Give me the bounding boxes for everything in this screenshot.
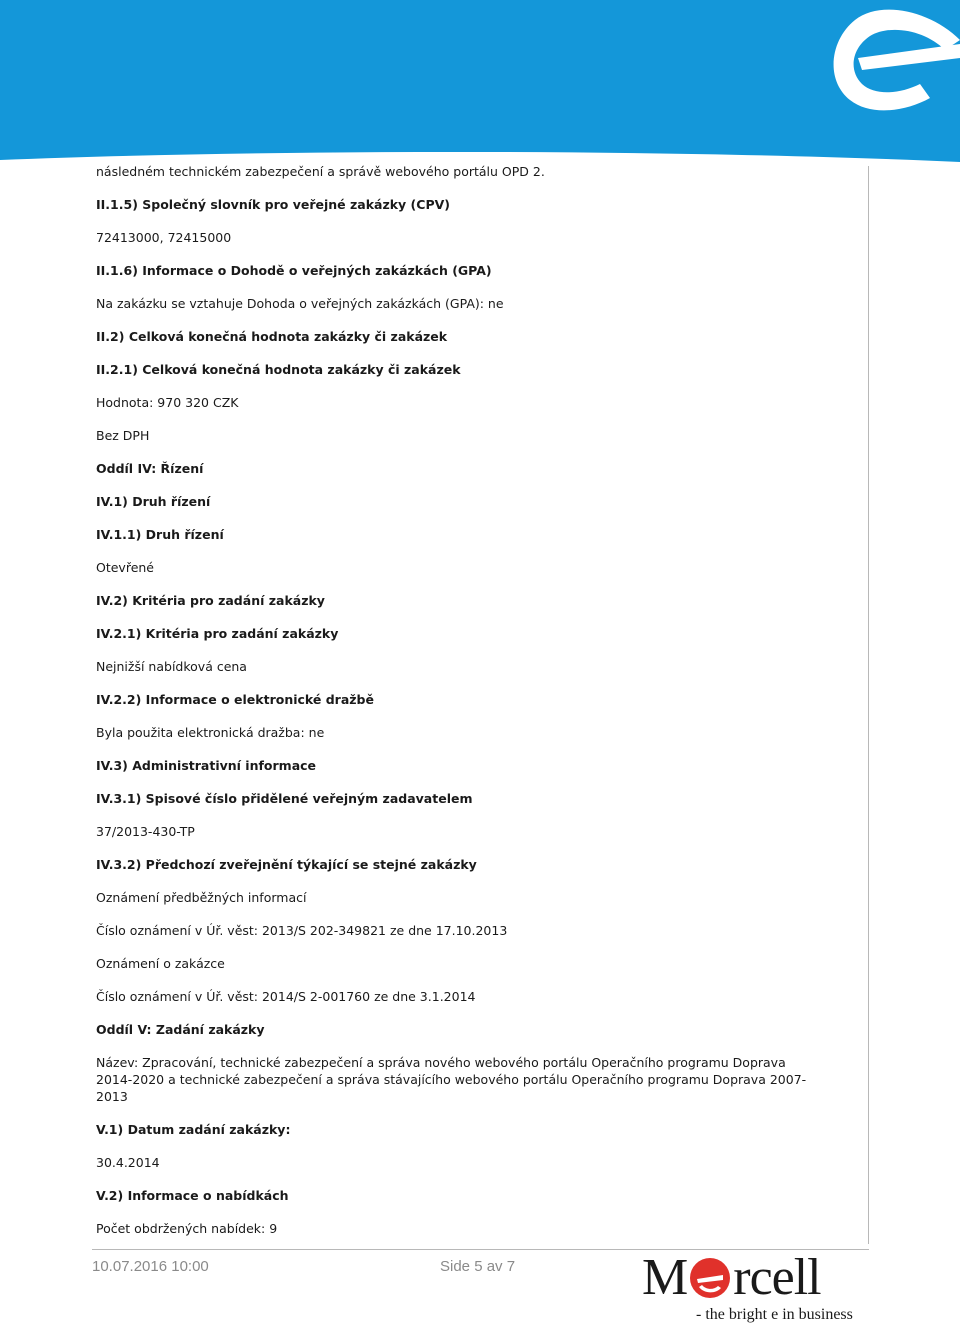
body-text: Název: Zpracování, technické zabezpečení a správa nového webového portálu Operačního programu Doprava 2014-2020 a technické zabezpečení a správa stávajícího webového portálu Operačního programu Doprava 2007-2013 bbox=[96, 1055, 807, 1104]
body-text: Hodnota: 970 320 CZK bbox=[96, 395, 239, 410]
body-text: 30.4.2014 bbox=[96, 1155, 160, 1170]
section-heading: II.2) Celková konečná hodnota zakázky či zakázek bbox=[96, 329, 448, 344]
section-heading: Oddíl IV: Řízení bbox=[96, 461, 204, 476]
section-heading: IV.1) Druh řízení bbox=[96, 494, 211, 509]
right-margin-rule bbox=[868, 166, 869, 1244]
header-background bbox=[0, 0, 960, 162]
body-text: Na zakázku se vztahuje Dohoda o veřejných zakázkách (GPA): ne bbox=[96, 296, 504, 311]
logo-e-icon bbox=[688, 1254, 732, 1298]
header-band bbox=[0, 0, 960, 162]
section-heading: IV.3.2) Předchozí zveřejnění týkající se stejné zakázky bbox=[96, 857, 477, 872]
body-text: následném technickém zabezpečení a správě webového portálu OPD 2. bbox=[96, 164, 545, 179]
body-text: Oznámení o zakázce bbox=[96, 956, 225, 971]
section-heading: II.2.1) Celková konečná hodnota zakázky či zakázek bbox=[96, 362, 461, 377]
body-text: Bez DPH bbox=[96, 428, 150, 443]
document-body bbox=[96, 163, 822, 1253]
section-heading: II.1.6) Informace o Dohodě o veřejných zakázkách (GPA) bbox=[96, 263, 492, 278]
logo-suffix: rcell bbox=[733, 1249, 821, 1306]
section-heading: Oddíl V: Zadání zakázky bbox=[96, 1022, 265, 1037]
body-text: Číslo oznámení v Úř. věst: 2014/S 2-001760 ze dne 3.1.2014 bbox=[96, 989, 476, 1004]
section-heading: IV.2) Kritéria pro zadání zakázky bbox=[96, 593, 325, 608]
section-heading: IV.3) Administrativní informace bbox=[96, 758, 317, 773]
section-heading: IV.1.1) Druh řízení bbox=[96, 527, 224, 542]
section-heading: II.1.5) Společný slovník pro veřejné zakázky (CPV) bbox=[96, 197, 450, 212]
section-heading: V.2) Informace o nabídkách bbox=[96, 1188, 289, 1203]
logo-prefix: M bbox=[642, 1249, 688, 1306]
footer-date: 10.07.2016 10:00 bbox=[92, 1258, 209, 1275]
footer-page-number: Side 5 av 7 bbox=[440, 1258, 516, 1275]
body-text: Oznámení předběžných informací bbox=[96, 890, 307, 905]
section-heading: IV.3.1) Spisové číslo přidělené veřejným zadavatelem bbox=[96, 791, 473, 806]
body-text: Číslo oznámení v Úř. věst: 2013/S 202-349821 ze dne 17.10.2013 bbox=[96, 923, 508, 938]
body-text: Otevřené bbox=[96, 560, 154, 575]
body-text: 37/2013-430-TP bbox=[96, 824, 195, 839]
logo-wordmark bbox=[642, 1248, 821, 1308]
section-heading: V.1) Datum zadání zakázky: bbox=[96, 1122, 291, 1137]
footer-logo bbox=[642, 1249, 868, 1329]
body-text: 72413000, 72415000 bbox=[96, 230, 232, 245]
section-heading: IV.2.1) Kritéria pro zadání zakázky bbox=[96, 626, 339, 641]
section-heading: IV.2.2) Informace o elektronické dražbě bbox=[96, 692, 374, 707]
body-text: Počet obdržených nabídek: 9 bbox=[96, 1221, 278, 1236]
body-text: Byla použita elektronická dražba: ne bbox=[96, 725, 325, 740]
logo-tagline: - the bright e in business bbox=[696, 1306, 853, 1323]
body-text: Nejnižší nabídková cena bbox=[96, 659, 247, 674]
